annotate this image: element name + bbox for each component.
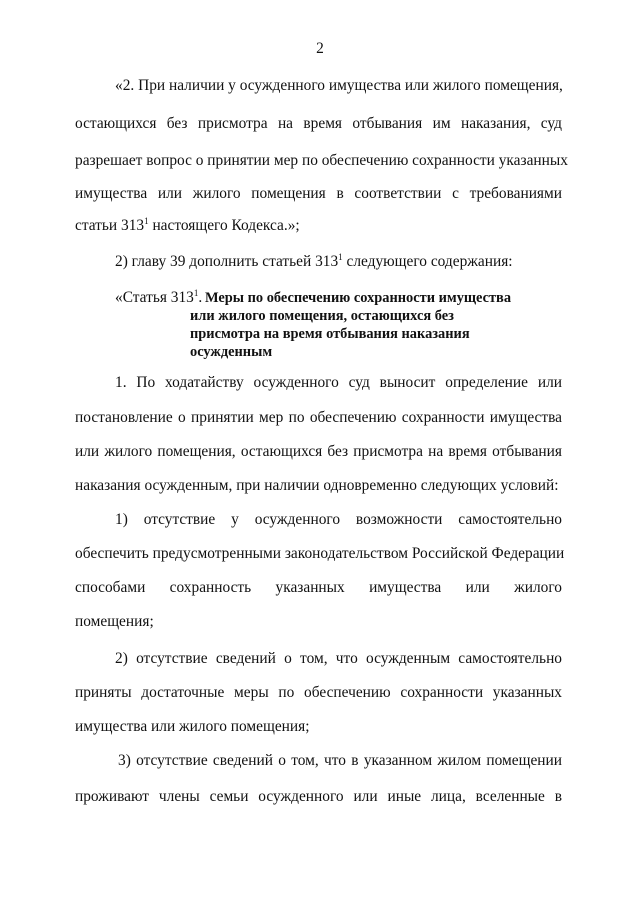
text-line-with-superscript: статьи $313^1$ настоящего Кодекса.»; <box>75 216 300 234</box>
text-line: наказания осужденным, при наличии одновременно следующих условий: <box>75 477 559 494</box>
text-line: проживают члены семьи осужденного или иные лица, вселенные в <box>75 788 562 805</box>
article-title: Меры по обеспечению сохранности имущества <box>205 290 512 306</box>
text-line: 1. По ходатайству осужденного суд выносит определение или <box>115 374 562 391</box>
text-line: 1) отсутствие у осужденного возможности самостоятельно <box>115 511 562 528</box>
text-line: приняты достаточные меры по обеспечению сохранности указанных <box>75 684 562 701</box>
text-line: остающихся без присмотра на время отбывания им наказания, суд <box>75 115 562 132</box>
article-title: или жилого помещения, остающихся без <box>190 308 454 324</box>
amendment-line: 2) главу 39 дополнить статьей $313^1$ следующего содержания: <box>115 252 513 270</box>
text-line: обеспечить предусмотренными законодательством Российской Федерации <box>75 545 565 562</box>
text-line: имущества или жилого помещения в соответствии с требованиями <box>75 185 562 202</box>
article-title: присмотра на время отбывания наказания <box>190 326 470 342</box>
text-line: постановление о принятии мер по обеспечению сохранности имущества <box>75 409 562 426</box>
text-line: имущества или жилого помещения; <box>75 718 310 735</box>
text-line: 2) отсутствие сведений о том, что осужденным самостоятельно <box>115 650 562 667</box>
text-line: способами сохранность указанных имущества или жилого <box>75 579 562 596</box>
article-title: осужденным <box>190 344 273 360</box>
text-line: разрешает вопрос о принятии мер по обеспечению сохранности указанных <box>75 152 568 169</box>
text-line: помещения; <box>75 613 154 630</box>
article-number: «Статья $313^1$. <box>115 288 203 306</box>
text-line: 3) отсутствие сведений о том, что в указанном жилом помещении <box>118 752 562 769</box>
text-line: «2. При наличии у осужденного имущества или жилого помещения, <box>115 77 563 94</box>
text-line: или жилого помещения, остающихся без присмотра на время отбывания <box>75 443 562 460</box>
page-number: 2 <box>316 40 324 57</box>
